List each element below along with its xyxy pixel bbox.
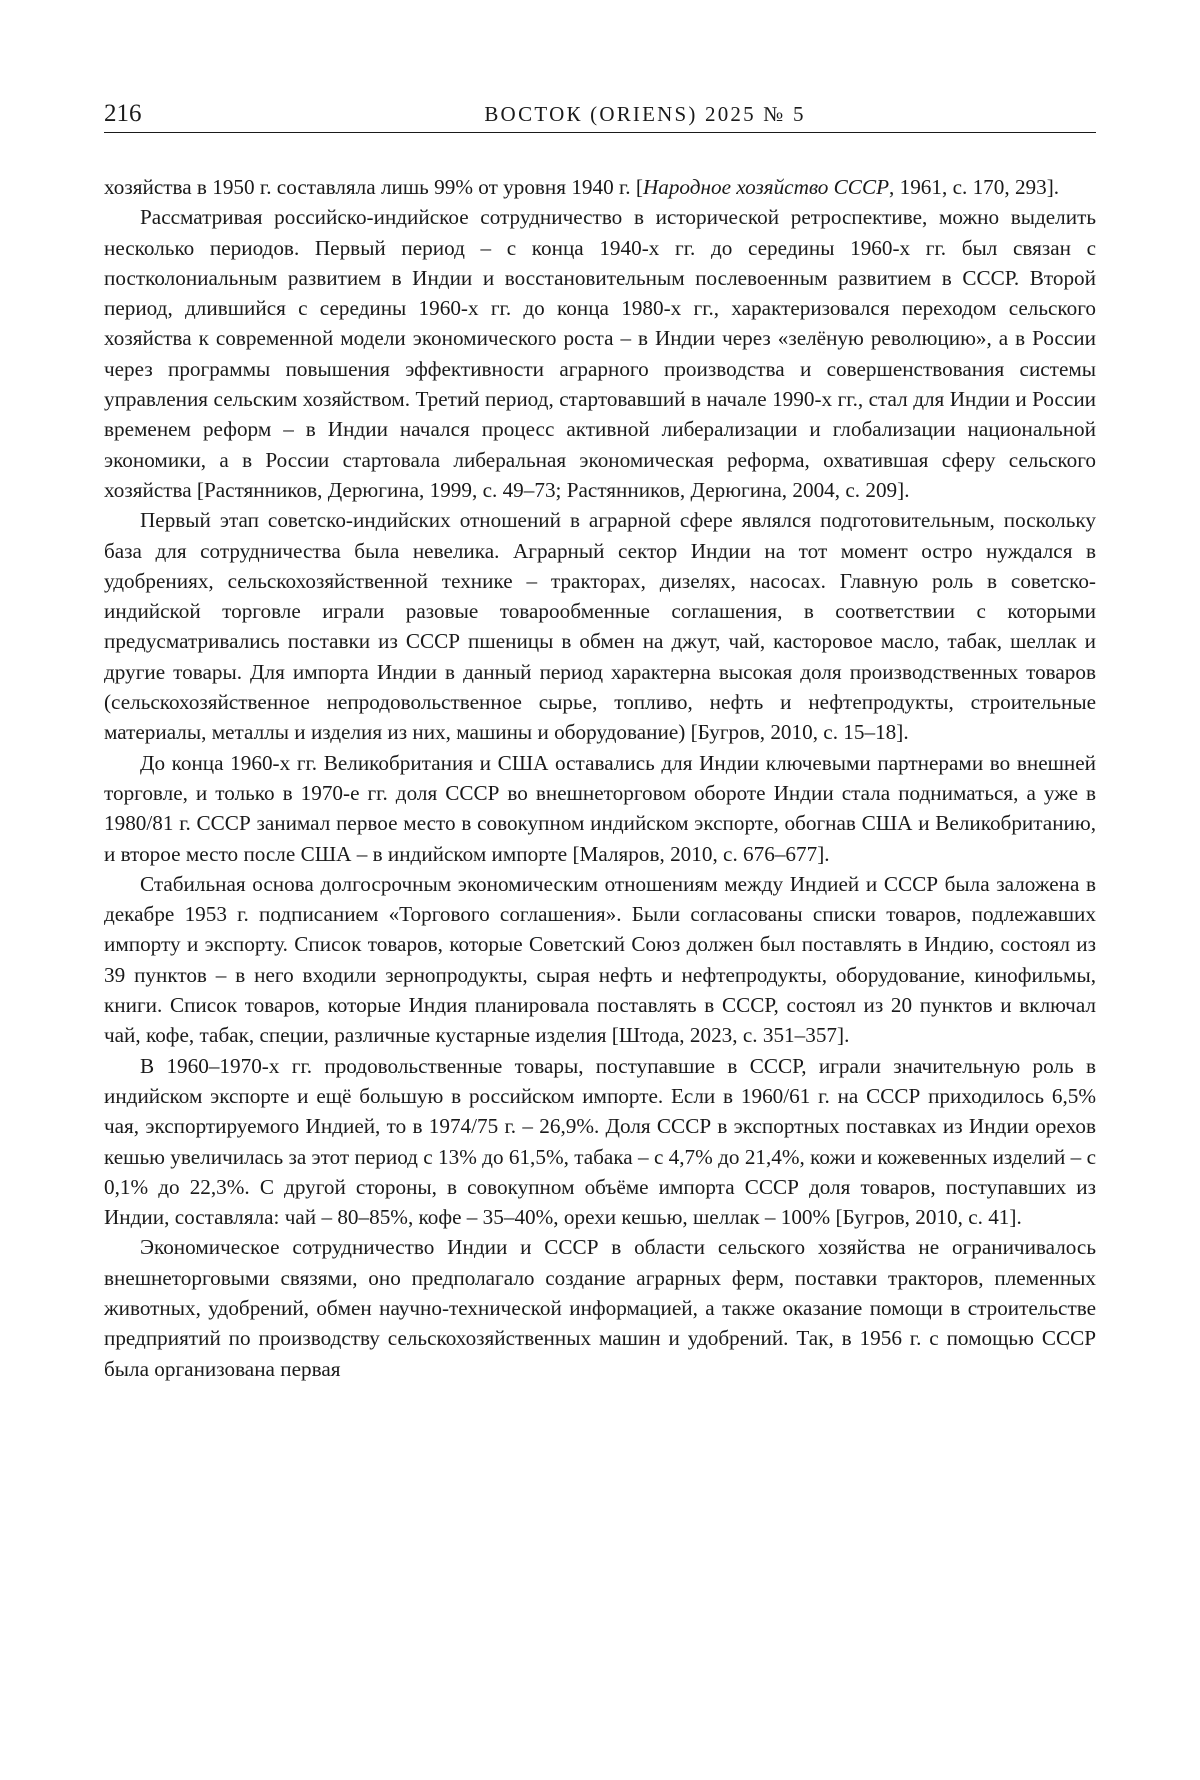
page-number: 216 xyxy=(104,100,142,128)
continuation-paragraph xyxy=(104,172,1096,202)
paragraph-trade-agreement: Стабильная основа долгосрочным экономическим отношениям между Индией и СССР была заложена в декабре 1953 г. подписанием «Торгового соглашения». Были согласованы списки товаров, подлежавших импорту и экспорту. Список товаров, которые Советский Союз должен был поставлять в Индию, состоял из 39 пунктов – в него входили зернопродукты, сырая нефть и нефтепродукты, оборудование, кинофильмы, книги. Список товаров, которые Индия планировала поставлять в СССР, состоял из 20 пунктов и включал чай, кофе, табак, специи, различные кустарные изделия [Штода, 2023, с. 351–357]. xyxy=(104,869,1096,1051)
continuation-text-after: , 1961, с. 170, 293]. xyxy=(889,175,1059,199)
paragraph-trade-partners: До конца 1960-х гг. Великобритания и США оставались для Индии ключевыми партнерами во внешней торговле, и только в 1970-е гг. доля СССР во внешнеторговом обороте Индии стала подниматься, а уже в 1980/81 г. СССР занимал первое место в совокупном индийском экспорте, обогнав США и Великобританию, и второе место после США – в индийском импорте [Маляров, 2010, с. 676–677]. xyxy=(104,748,1096,869)
paragraph-cooperation: Экономическое сотрудничество Индии и СССР в области сельского хозяйства не ограничивалось внешнеторговыми связями, оно предполагало создание аграрных ферм, поставки тракторов, племенных животных, удобрений, обмен научно-технической информацией, а также оказание помощи в строительстве предприятий по производству сельскохозяйственных машин и удобрений. Так, в 1956 г. с помощью СССР была организована первая xyxy=(104,1232,1096,1383)
citation-source-italic: Народное хозяйство СССР xyxy=(643,175,889,199)
continuation-text-before: хозяйства в 1950 г. составляла лишь 99% от уровня 1940 г. [ xyxy=(104,175,643,199)
paragraph-periods: Рассматривая российско-индийское сотрудничество в исторической ретроспективе, можно выделить несколько периодов. Первый период – с конца 1940-х гг. до середины 1960-х гг. был связан с постколониальным развитием в Индии и восстановительным послевоенным развитием в СССР. Второй период, длившийся с середины 1960-х гг. до конца 1980-х гг., характеризовался переходом сельского хозяйства к современной модели экономического роста – в Индии через «зелёную революцию», а в России через программы повышения эффективности аграрного производства и совершенствования системы управления сельским хозяйством. Третий период, стартовавший в начале 1990-х гг., стал для Индии и России временем реформ – в Индии начался процесс активной либерализации и глобализации национальной экономики, а в России стартовала либеральная экономическая реформа, охватившая сферу сельского хозяйства [Растянников, Дерюгина, 1999, с. 49–73; Растянников, Дерюгина, 2004, с. 209]. xyxy=(104,202,1096,505)
paragraph-first-stage: Первый этап советско-индийских отношений в аграрной сфере являлся подготовительным, поскольку база для сотрудничества была невелика. Аграрный сектор Индии на тот момент остро нуждался в удобрениях, сельскохозяйственной технике – тракторах, дизелях, насосах. Главную роль в советско-индийской торговле играли разовые товарообменные соглашения, в соответствии с которыми предусматривались поставки из СССР пшеницы в обмен на джут, чай, касторовое масло, табак, шеллак и другие товары. Для импорта Индии в данный период характерна высокая доля производственных товаров (сельскохозяйственное непродовольственное сырье, топливо, нефть и нефтепродукты, строительные материалы, металлы и изделия из них, машины и оборудование) [Бугров, 2010, с. 15–18]. xyxy=(104,505,1096,747)
article-body xyxy=(104,172,1096,1384)
running-head xyxy=(104,96,1096,133)
paragraph-food-exports: В 1960–1970-х гг. продовольственные товары, поступавшие в СССР, играли значительную роль в индийском экспорте и ещё большую в российском импорте. Если в 1960/61 г. на СССР приходилось 6,5% чая, экспортируемого Индией, то в 1974/75 г. – 26,9%. Доля СССР в экспортных поставках из Индии орехов кешью увеличилась за этот период с 13% до 61,5%, табака – с 4,7% до 21,4%, кожи и кожевенных изделий – с 0,1% до 22,3%. С другой стороны, в совокупном объёме импорта СССР доля товаров, поступавших из Индии, составляла: чай – 80–85%, кофе – 35–40%, орехи кешью, шеллак – 100% [Бугров, 2010, с. 41]. xyxy=(104,1051,1096,1233)
journal-title: ВОСТОК (ORIENS) 2025 № 5 xyxy=(104,102,1096,127)
journal-page xyxy=(0,0,1200,1780)
